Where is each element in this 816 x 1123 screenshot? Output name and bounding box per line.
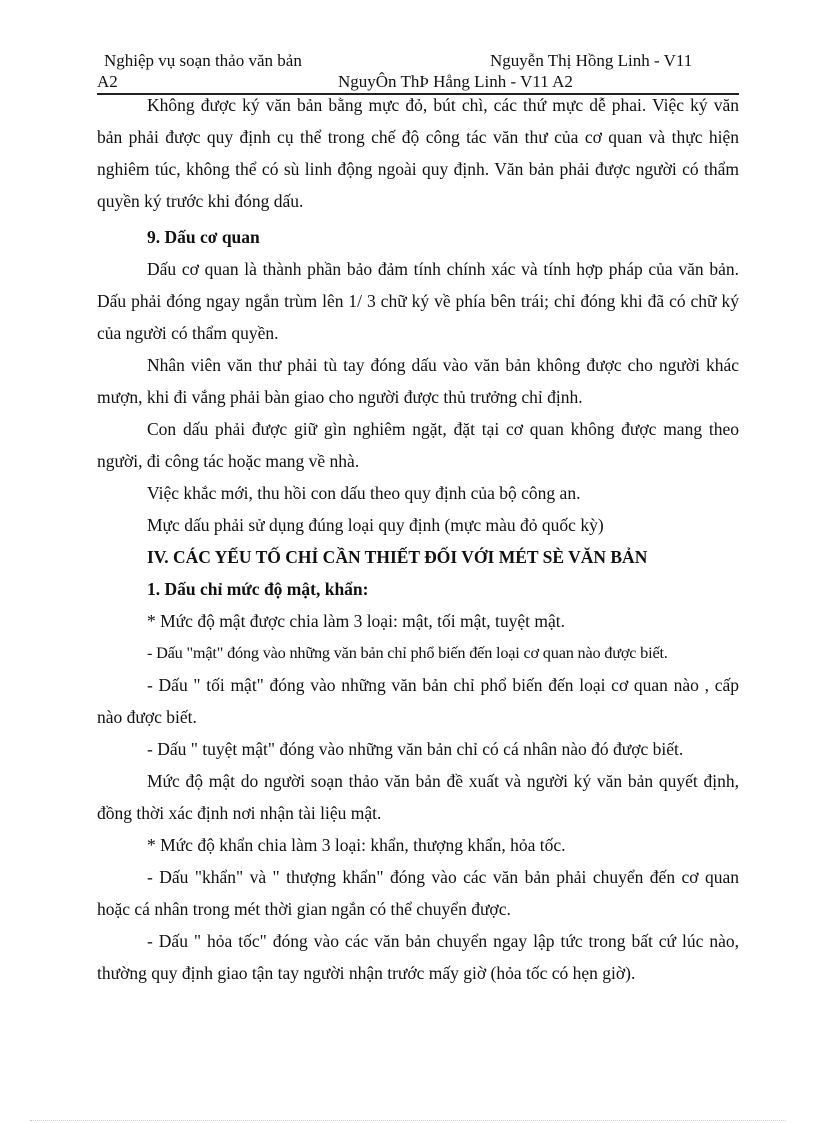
paragraph-secret-stamp: - Dấu "mật" đóng vào những văn bản chỉ phổ biến đến loại cơ quan nào được biết. xyxy=(147,643,668,662)
paragraph-secrecy-decision: Mức độ mật do người soạn thảo văn bản đề xuất và người ký văn bản quyết định, đồng thời xác định nơi nhận tài liệu mật. xyxy=(97,771,739,823)
page-bottom-dotted-border xyxy=(30,1120,786,1121)
header-right-author: Nguyễn Thị Hồng Linh - V11 xyxy=(490,51,693,70)
paragraph-seal-ink: Mực dấu phải sử dụng đúng loại quy định (mực màu đỏ quốc kỳ) xyxy=(147,515,604,535)
paragraph-seal-storage: Con dấu phải được giữ gìn nghiêm ngặt, đặt tại cơ quan không được mang theo người, đi công tác hoặc mang về nhà. xyxy=(97,419,739,471)
header-line2-author: NguyÔn ThÞ Hång Linh - V11 A2 xyxy=(338,72,573,91)
paragraph-absolute-secret-stamp: - Dấu " tuyệt mật" đóng vào những văn bản chỉ có cá nhân nào đó được biết. xyxy=(147,739,684,759)
heading-agency-seal: 9. Dấu cơ quan xyxy=(147,227,260,247)
header-left-title: Nghiệp vụ soạn thảo văn bản xyxy=(104,51,302,70)
paragraph-secrecy-levels: * Mức độ mật được chia làm 3 loại: mật, tối mật, tuyệt mật. xyxy=(147,611,565,631)
section-heading-iv: IV. CÁC YẾU TỐ CHỈ CẦN THIẾT ĐỐI VỚI MÉT SÈ VĂN BẢN xyxy=(147,547,648,567)
heading-confidential-urgent: 1. Dấu chỉ mức độ mật, khẩn: xyxy=(147,579,369,599)
header-line2-left: A2 xyxy=(97,72,118,91)
paragraph-seal-handling: Nhân viên văn thư phải tù tay đóng dấu vào văn bản không được cho người khác mượn, khi đi vắng phải bàn giao cho người được thủ trưởng chỉ định. xyxy=(97,355,739,407)
paragraph-seal-making: Việc khắc mới, thu hồi con dấu theo quy định của bộ công an. xyxy=(147,483,581,503)
paragraph-urgency-levels: * Mức độ khẩn chia làm 3 loại: khẩn, thượng khẩn, hỏa tốc. xyxy=(147,835,566,855)
paragraph-top-secret-stamp: - Dấu " tối mật" đóng vào những văn bản chỉ phổ biến đến loại cơ quan nào , cấp nào được biết. xyxy=(97,675,739,727)
paragraph-urgent-stamp: - Dấu "khẩn" và " thượng khẩn" đóng vào các văn bản phải chuyển đến cơ quan hoặc cá nhân trong mét thời gian ngắn có thể chuyển được. xyxy=(97,867,739,919)
paragraph-signing-rules: Không được ký văn bản bằng mực đỏ, bút chì, các thứ mực dễ phai. Việc ký văn bản phải được quy định cụ thể trong chế độ công tác văn thư của cơ quan và thực hiện nghiêm túc, không thể có sù linh động ngoài quy định. Văn bản phải được người có thẩm quyền ký trước khi đóng dấu. xyxy=(97,95,739,211)
paragraph-express-stamp: - Dấu " hỏa tốc" đóng vào các văn bản chuyển ngay lập tức trong bất cứ lúc nào, thường quy định giao tận tay người nhận trước mấy giờ (hỏa tốc có hẹn giờ). xyxy=(97,931,739,983)
paragraph-seal-definition: Dấu cơ quan là thành phần bảo đảm tính chính xác và tính hợp pháp của văn bản. Dấu phải đóng ngay ngắn trùm lên 1/ 3 chữ ký về phía bên trái; chỉ đóng khi đã có chữ ký của người có thẩm quyền. xyxy=(97,259,739,343)
